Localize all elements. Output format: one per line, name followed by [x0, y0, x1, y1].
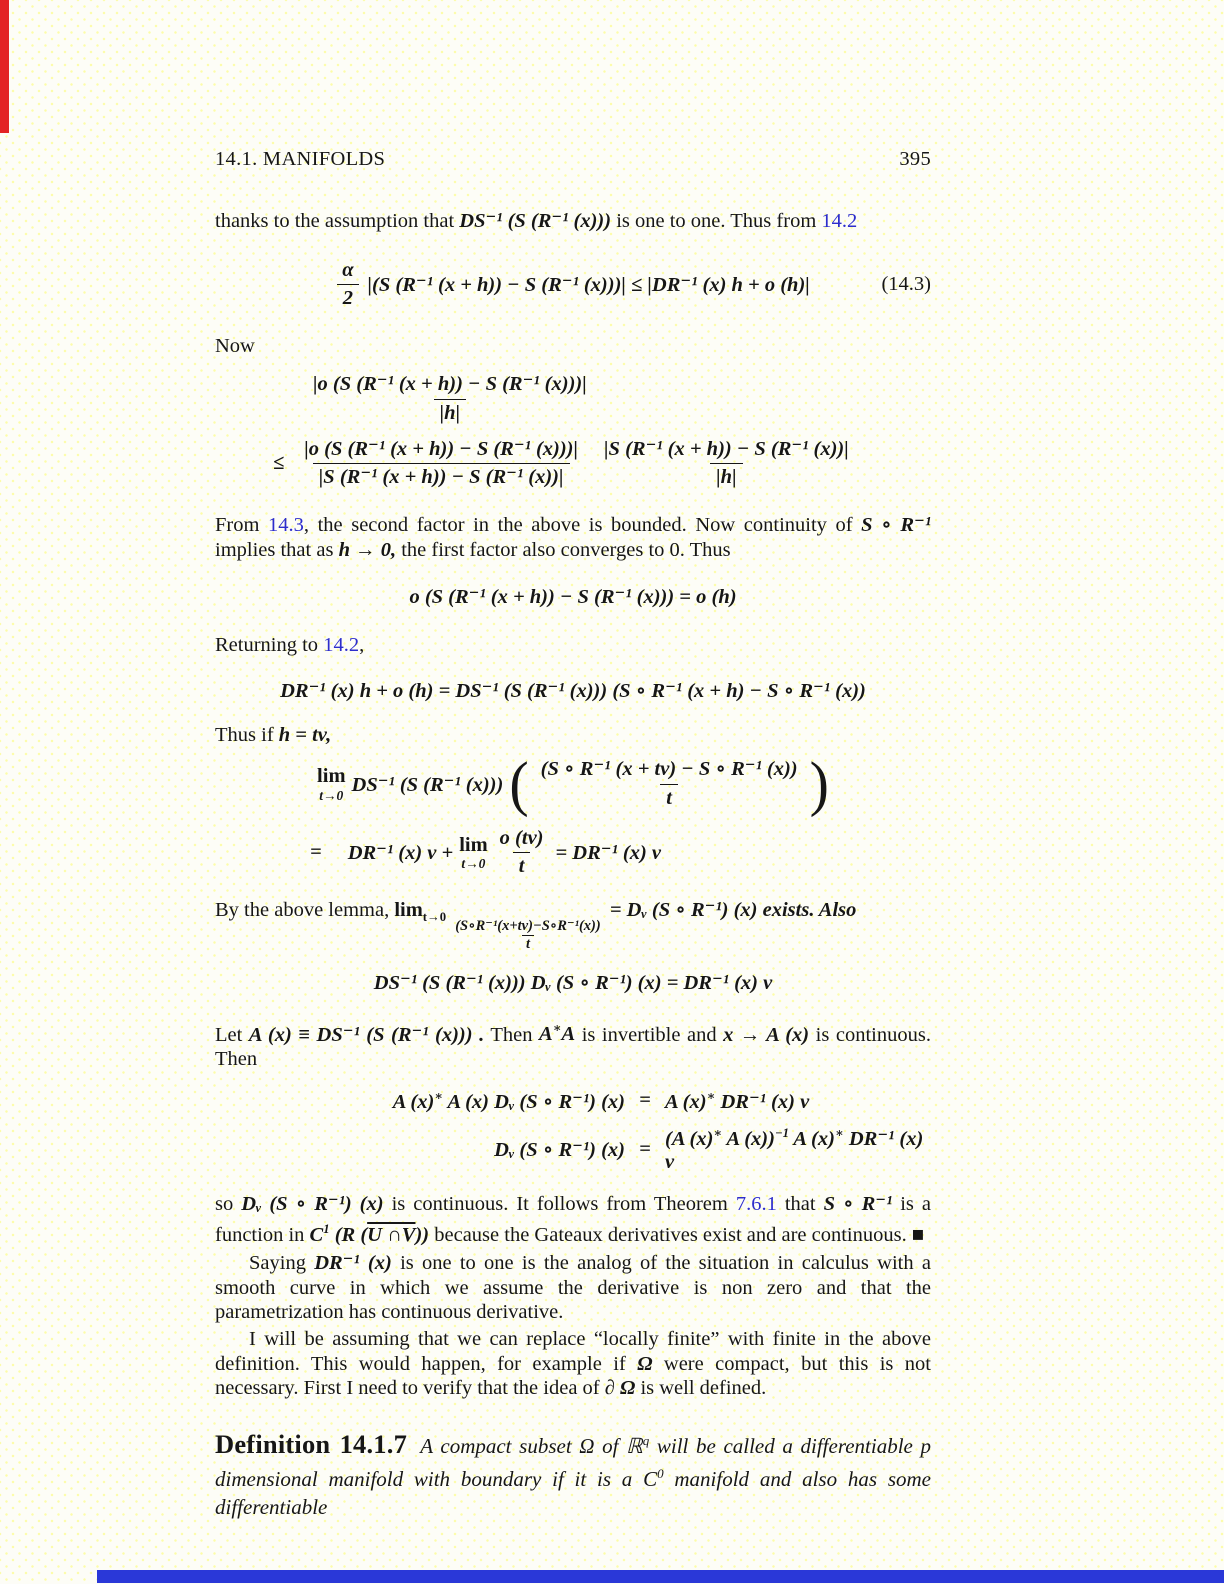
fraction-alpha-over-2: $\frac{\alpha}{2}$	[336, 258, 359, 312]
text-run: From	[215, 513, 269, 536]
text-run: is continuous. Then	[215, 1023, 931, 1071]
text-run: thanks to the assumption that	[215, 210, 460, 232]
qed-square: ■	[911, 1223, 925, 1246]
text-run: Returning to	[215, 634, 324, 657]
display-fraction-inequality	[215, 372, 931, 491]
text-run: Then	[484, 1023, 540, 1046]
text-run: is a function in	[215, 1193, 931, 1246]
math-inline: A∗A	[539, 1021, 576, 1046]
display-line: lim t→0 DS⁻¹ (S (R⁻¹ (x))) ( $\frac{\text{(S ∘ R⁻¹ (x + tv) − S ∘ R⁻¹ (x))}}{t}$ )	[317, 749, 829, 819]
equation-14-3	[215, 258, 931, 312]
text-run: the first factor also converges to 0. Thus	[396, 538, 731, 561]
math-inline: DS⁻¹ (S (R⁻¹ (x)))	[459, 210, 612, 232]
paragraph-from-143	[215, 513, 931, 562]
display-line	[273, 437, 931, 491]
equation-body: DS⁻¹ (S (R⁻¹ (x)))	[351, 773, 504, 796]
math-inline: = Dᵥ (S ∘ R⁻¹) (x) exists. Also	[604, 898, 857, 921]
equals-symbol: =	[310, 841, 322, 864]
paragraph-now	[215, 334, 931, 359]
paragraph-assuming	[215, 1327, 931, 1401]
equals-symbol: =	[639, 1089, 651, 1112]
scan-edge-blue-mark	[97, 1570, 1224, 1583]
display-limit-block	[215, 749, 931, 880]
eq-ref-link[interactable]: 14.2	[821, 210, 858, 232]
paragraph-conclusion	[215, 1192, 931, 1247]
paragraph-intro	[215, 209, 931, 234]
equation-lhs: A (x)∗ A (x) Dᵥ (S ∘ R⁻¹) (x)	[392, 1088, 625, 1113]
equation-body: DR⁻¹ (x) h + o (h) = DS⁻¹ (S (R⁻¹ (x))) (S ∘ R⁻¹ (x + h) − S ∘ R⁻¹ (x))	[280, 679, 866, 702]
running-header	[215, 148, 931, 171]
equation-rhs: A (x)∗ DR⁻¹ (x) v	[665, 1088, 810, 1113]
display-derivative-equation	[215, 678, 931, 703]
fraction: $\frac{o (tv)}{t}$	[494, 826, 550, 880]
paragraph-saying	[215, 1251, 931, 1325]
definition-heading: Definition 14.1.7	[215, 1428, 408, 1459]
definition-14-1-7	[215, 1427, 931, 1522]
equals-symbol: =	[639, 1138, 651, 1161]
text-run: were compact, but this is not necessary. First I need to verify that the idea of	[215, 1352, 931, 1400]
inline-fraction: $\frac{\text{(S∘R⁻¹(x+tv)−S∘R⁻¹(x))}}{t}$	[455, 917, 601, 953]
page-content	[215, 148, 931, 1542]
math-inline: Dᵥ (S ∘ R⁻¹) (x)	[241, 1193, 384, 1216]
text-run: is invertible and	[575, 1023, 724, 1046]
text-run: is one to one. Thus from	[611, 210, 822, 232]
math-inline: h = tv,	[278, 723, 332, 746]
text-run: ,	[359, 634, 365, 657]
math-inline: A (x) ≡ DS⁻¹ (S (R⁻¹ (x))) .	[248, 1023, 485, 1046]
display-line	[310, 826, 931, 880]
text-run: is continuous. It follows from Theorem	[383, 1193, 736, 1216]
paragraph-returning	[215, 633, 931, 658]
eq-ref-link[interactable]: 14.2	[323, 634, 360, 657]
fraction: $\frac{\text{|o (S (R⁻¹ (x + h)) − S (R⁻¹ (x)))|}}{|h|}$	[307, 372, 593, 426]
eq-ref-link[interactable]: 14.3	[268, 513, 304, 536]
text-run: Now	[215, 334, 255, 357]
paragraph-above-lemma	[215, 898, 931, 954]
text-run: Let	[215, 1023, 249, 1046]
fraction: $\frac{\text{|o (S (R⁻¹ (x + h)) − S (R⁻¹ (x)))|}}{\text{|S (R⁻¹ (x + h)) − S (R⁻¹ (x))|}}$	[298, 437, 584, 491]
definition-body: A compact subset Ω of ℝ$^q$ will be called a differentiable p dimensional manifold with boundary if it is a $C^0$ manifold and also has some differentiable	[215, 1432, 932, 1519]
display-line	[307, 372, 931, 426]
text-run: Thus if	[215, 723, 279, 746]
text-run: implies that as	[215, 538, 339, 561]
equation-body: o (S (R⁻¹ (x + h)) − S (R⁻¹ (x))) = o (h)	[409, 586, 737, 609]
equation-body: DR⁻¹ (x) v + lim t→0 $\frac{o (tv)}{t}$ = DR⁻¹ (x) v	[348, 826, 661, 880]
equation-tag: (14.3)	[881, 273, 931, 296]
fraction: $\frac{\text{(S ∘ R⁻¹ (x + tv) − S ∘ R⁻¹ (x))}}{t}$	[535, 757, 804, 811]
limit-operator: lim t→0	[317, 765, 346, 803]
fraction: $\frac{\text{|S (R⁻¹ (x + h)) − S (R⁻¹ (x))|}}{|h|}$	[598, 437, 855, 491]
text-run: Saying	[249, 1252, 315, 1275]
display-chain-rule-equation	[215, 970, 931, 995]
text-run: is one to one is the analog of the situation in calculus with a smooth curve in which we assume the derivative is non zero and that the parametrization has continuous derivative.	[215, 1252, 931, 1324]
scan-edge-red-mark	[0, 0, 9, 133]
relation-symbol: ≤	[273, 452, 285, 475]
page-number: 395	[899, 148, 931, 170]
paragraph-thus-if	[215, 723, 931, 748]
math-inline: x → A (x)	[723, 1023, 810, 1046]
theorem-ref-link[interactable]: 7.6.1	[735, 1193, 777, 1216]
text-run: that	[776, 1193, 824, 1216]
equation-lhs: Dᵥ (S ∘ R⁻¹) (x)	[494, 1139, 625, 1162]
math-inline: $C^1$ (R (U ∩V))	[309, 1221, 430, 1246]
math-inline: Ω	[637, 1352, 653, 1375]
math-inline: S ∘ R⁻¹	[861, 513, 932, 536]
limit-operator: $\lim_{t\to 0}$	[394, 898, 447, 924]
text-run: is well defined.	[635, 1377, 767, 1400]
math-inline: h → 0,	[338, 538, 397, 561]
text-run: so	[215, 1193, 242, 1216]
section-title: 14.1. MANIFOLDS	[215, 148, 386, 170]
equation-body: |(S (R⁻¹ (x + h)) − S (R⁻¹ (x)))| ≤ |DR⁻¹ (x) h + o (h)|	[367, 274, 810, 297]
equation-body: DS⁻¹ (S (R⁻¹ (x))) Dᵥ (S ∘ R⁻¹) (x) = DR⁻¹ (x) v	[373, 971, 773, 994]
limit-operator: lim t→0	[459, 833, 488, 872]
paragraph-let-A	[215, 1017, 931, 1072]
display-little-o-equation	[215, 584, 931, 609]
math-inline: S ∘ R⁻¹	[823, 1193, 893, 1216]
equation-rhs: (A (x)∗ A (x))$^{-1}$ A (x)∗ DR⁻¹ (x) v	[665, 1126, 924, 1174]
text-run: By the above lemma,	[215, 898, 395, 921]
text-run: , the second factor in the above is bounded. Now continuity of	[303, 513, 862, 536]
display-aligned-equations	[270, 1088, 931, 1175]
math-inline: DR⁻¹ (x)	[314, 1252, 392, 1275]
text-run: I will be assuming that we can replace “locally finite” with finite in the above definition. This would happen, for example if	[215, 1328, 931, 1375]
math-inline: ∂ Ω	[604, 1377, 636, 1400]
text-run: because the Gateaux derivatives exist and are continuous.	[429, 1223, 912, 1246]
